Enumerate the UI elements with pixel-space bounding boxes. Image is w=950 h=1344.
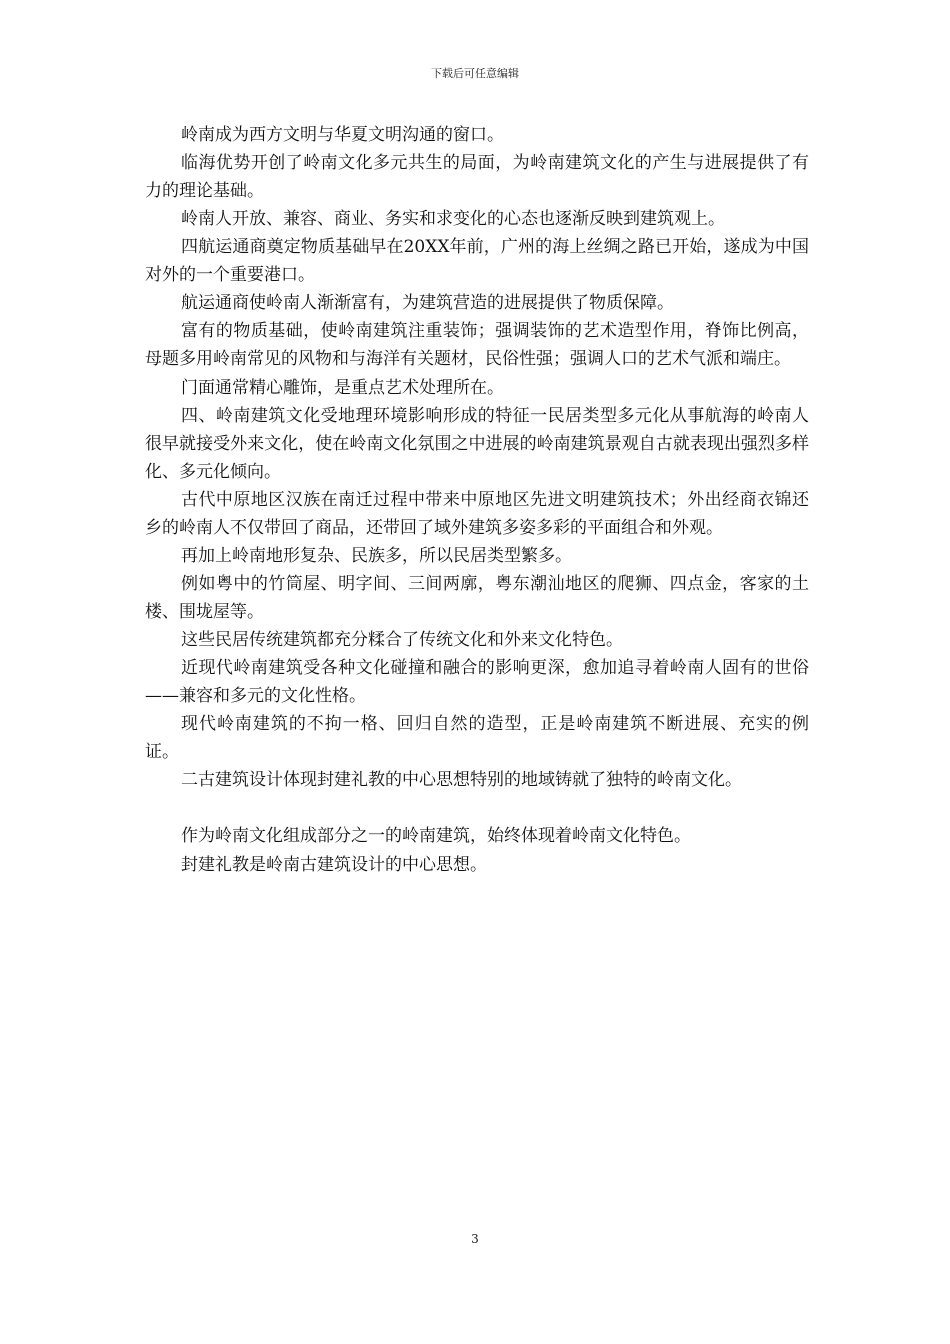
paragraph: 临海优势开创了岭南文化多元共生的局面，为岭南建筑文化的产生与进展提供了有力的理论基础。: [145, 153, 809, 202]
paragraph: 作为岭南文化组成部分之一的岭南建筑，始终体现着岭南文化特色。: [181, 826, 691, 847]
paragraph: 这些民居传统建筑都充分糅合了传统文化和外来文化特色。: [181, 630, 623, 651]
paragraph: 二古建筑设计体现封建礼教的中心思想特别的地域铸就了独特的岭南文化。: [181, 770, 742, 791]
paragraph: 再加上岭南地形复杂、民族多，所以民居类型繁多。: [181, 545, 572, 566]
paragraph: 古代中原地区汉族在南迁过程中带来中原地区先进文明建筑技术；外出经商衣锦还乡的岭南人不仅带回了商品，还带回了域外建筑多姿多彩的平面组合和外观。: [145, 489, 809, 538]
paragraph: 现代岭南建筑的不拘一格、回归自然的造型，正是岭南建筑不断进展、充实的例证。: [145, 714, 809, 763]
paragraph: 四、岭南建筑文化受地理环境影响形成的特征一民居类型多元化从事航海的岭南人很早就接受外来文化，使在岭南文化氛围之中进展的岭南建筑景观自古就表现出强烈多样化、多元化倾向。: [145, 405, 809, 482]
page-header: 下载后可任意编辑: [431, 67, 519, 80]
paragraph: 例如粤中的竹筒屋、明字间、三间两廓，粤东潮汕地区的爬狮、四点金，客家的土楼、围垅屋等。: [145, 573, 809, 622]
paragraph-spacer: [145, 794, 809, 822]
paragraph: 门面通常精心雕饰，是重点艺术处理所在。: [181, 377, 504, 398]
paragraph: 封建礼教是岭南古建筑设计的中心思想。: [181, 854, 487, 875]
document-body: [145, 121, 809, 879]
page-number: 3: [471, 1232, 479, 1246]
paragraph: 近现代岭南建筑受各种文化碰撞和融合的影响更深，愈加追寻着岭南人固有的世俗——兼容和多元的文化性格。: [145, 658, 809, 707]
paragraph: 富有的物质基础，使岭南建筑注重装饰；强调装饰的艺术造型作用，脊饰比例高，母题多用岭南常见的风物和与海洋有关题材，民俗性强；强调人口的艺术气派和端庄。: [145, 321, 809, 370]
paragraph: 四航运通商奠定物质基础早在20XX年前，广州的海上丝绸之路已开始，遂成为中国对外的一个重要港口。: [145, 237, 809, 286]
paragraph: 岭南成为西方文明与华夏文明沟通的窗口。: [181, 125, 504, 145]
paragraph: 岭南人开放、兼容、商业、务实和求变化的心态也逐渐反映到建筑观上。: [181, 209, 725, 230]
paragraph: 航运通商使岭南人渐渐富有，为建筑营造的进展提供了物质保障。: [181, 293, 674, 314]
